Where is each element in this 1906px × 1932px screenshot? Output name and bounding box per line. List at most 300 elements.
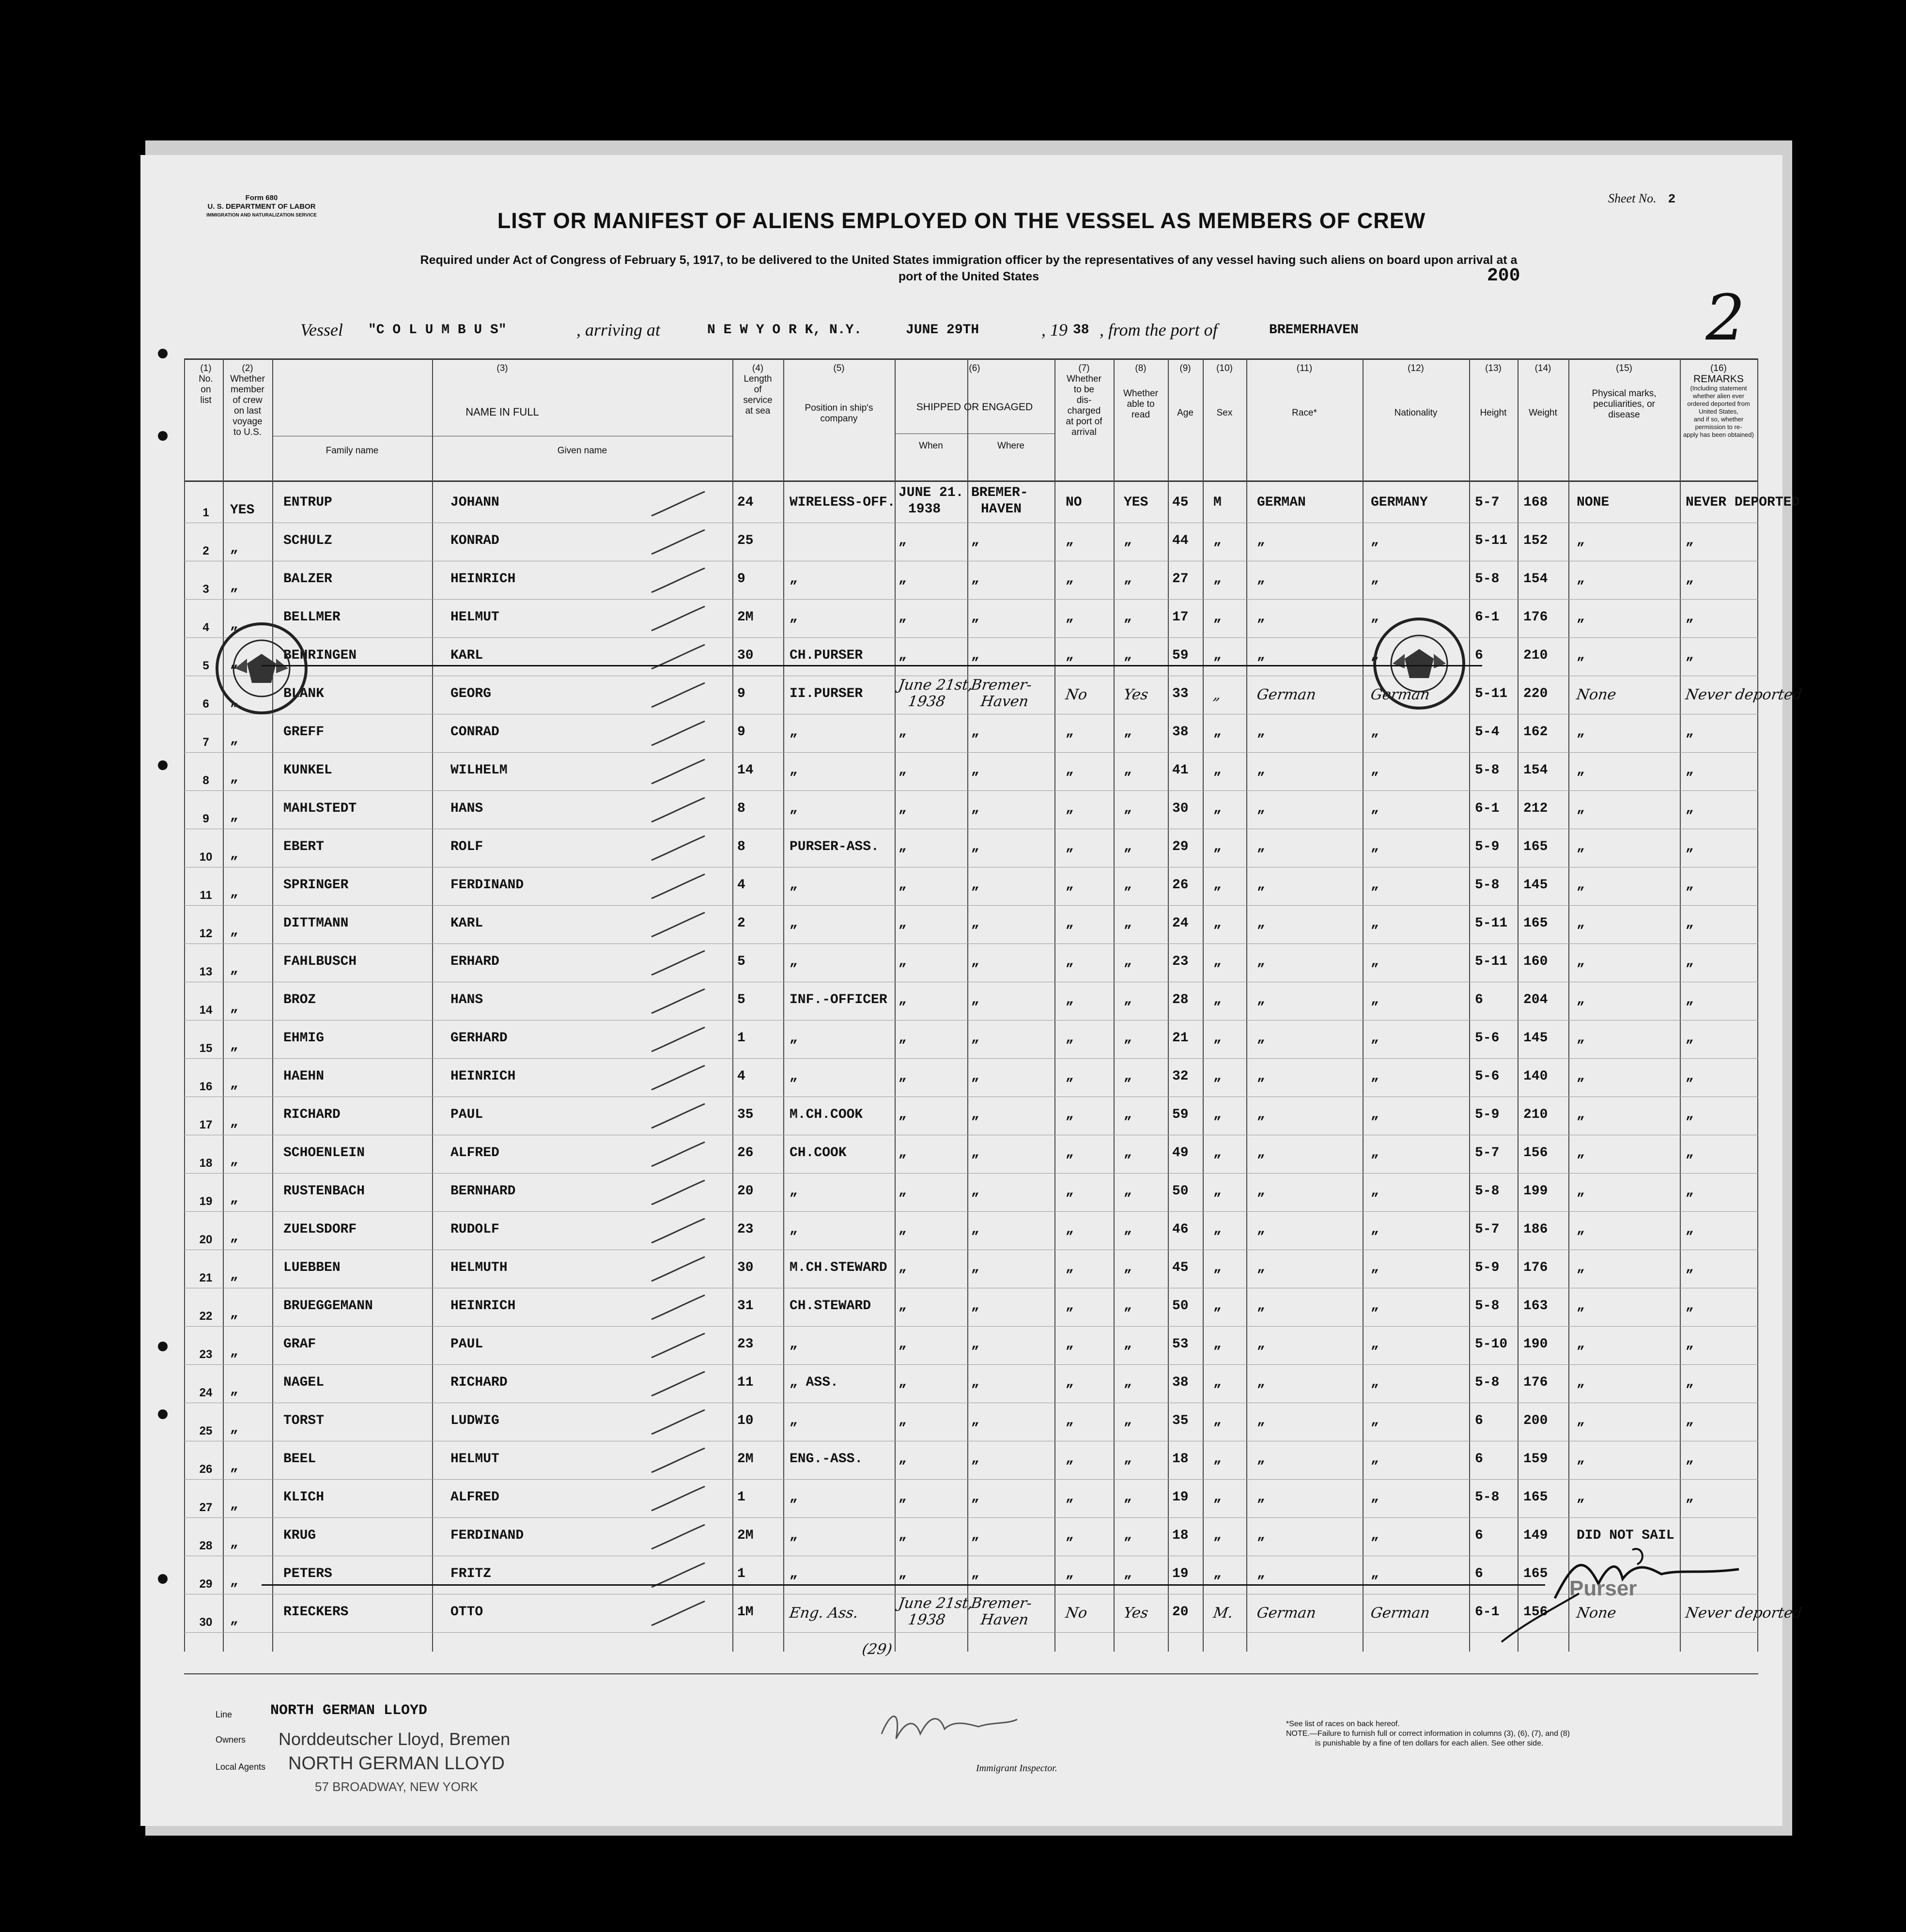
cell-sex: „ xyxy=(1213,1413,1222,1428)
cell-read: Yes xyxy=(1122,686,1149,703)
row-divider xyxy=(184,1326,1758,1327)
cell-race: „ xyxy=(1257,839,1265,854)
cell-marks: „ xyxy=(1577,878,1585,893)
cell-given: OTTO xyxy=(450,1605,483,1620)
cell-sex: „ xyxy=(1213,648,1222,663)
cell-when-line2: 1938 xyxy=(907,1611,946,1628)
cell-weight: 152 xyxy=(1523,533,1548,548)
cell-when: „ xyxy=(899,1184,907,1199)
table-column-line xyxy=(783,358,784,1652)
cell-read: „ xyxy=(1124,1375,1132,1390)
cell-where: „ xyxy=(971,533,979,548)
cell-family: GRAF xyxy=(283,1337,316,1352)
sheet-number-label: Sheet No. xyxy=(1608,191,1657,205)
cell-read: „ xyxy=(1124,1413,1132,1428)
cell-sex: „ xyxy=(1213,1528,1222,1543)
table-column-line xyxy=(1168,358,1169,1652)
cell-remarks: „ xyxy=(1686,1337,1694,1352)
cell-discharge: „ xyxy=(1066,1260,1074,1275)
cell-when: June 21st, xyxy=(897,1595,974,1612)
cell-read: „ xyxy=(1124,839,1132,854)
cell-race: „ xyxy=(1257,1222,1265,1237)
cell-remarks: Never deported xyxy=(1684,1605,1803,1622)
cell-discharge: „ xyxy=(1066,648,1074,663)
cell-sex: „ xyxy=(1213,1031,1222,1046)
header-given-name: Given name xyxy=(557,446,607,456)
cell-height: 5-11 xyxy=(1475,533,1508,548)
sheet-number-value: 2 xyxy=(1668,192,1676,206)
header-prior-voyage: (2) Whether member of crew on last voyage to U.S. xyxy=(230,363,265,437)
header-service-length: (4) Length of service at sea xyxy=(743,363,773,416)
cell-sex: „ xyxy=(1213,763,1222,778)
row-number: 24 xyxy=(199,1386,213,1399)
cell-where: „ xyxy=(971,1145,979,1160)
check-mark-icon xyxy=(649,489,707,518)
cell-sex: M. xyxy=(1212,1605,1234,1622)
row-number: 6 xyxy=(202,697,209,711)
cell-family: TORST xyxy=(283,1413,325,1428)
check-mark-icon xyxy=(649,642,707,671)
cell-when: „ xyxy=(899,1337,907,1352)
cell-prior: „ xyxy=(230,847,238,862)
cell-discharge: NO xyxy=(1066,495,1082,510)
cell-marks: „ xyxy=(1577,533,1585,548)
cell-prior: „ xyxy=(230,1153,238,1168)
cell-prior: „ xyxy=(230,1038,238,1053)
cell-discharge: „ xyxy=(1066,533,1074,548)
handwritten-sheet-number: 2 xyxy=(1698,281,1752,355)
cell-service: 9 xyxy=(737,686,745,701)
cell-when: „ xyxy=(899,1452,907,1467)
cell-weight: 163 xyxy=(1523,1298,1548,1314)
cell-given: HELMUTH xyxy=(450,1260,508,1275)
cell-when: „ xyxy=(899,839,907,854)
check-mark-icon xyxy=(649,1369,707,1398)
cell-remarks: „ xyxy=(1686,648,1694,663)
cell-service: 20 xyxy=(737,1184,754,1199)
cell-service: 31 xyxy=(737,1298,754,1314)
cell-race: „ xyxy=(1257,1107,1265,1122)
strike-row-5 xyxy=(262,665,1482,666)
cell-race: „ xyxy=(1257,1069,1265,1084)
check-mark-icon xyxy=(649,1599,707,1628)
cell-weight: 176 xyxy=(1523,1375,1548,1390)
table-column-line xyxy=(1568,358,1569,1652)
cell-service: 1 xyxy=(737,1031,745,1046)
cell-weight: 212 xyxy=(1523,801,1548,816)
cell-where: „ xyxy=(971,1069,979,1084)
table-column-line xyxy=(1246,358,1247,1652)
cell-given: HEINRICH xyxy=(450,572,516,587)
cell-marks: NONE xyxy=(1577,495,1610,510)
cell-when: „ xyxy=(899,1031,907,1046)
row-number: 17 xyxy=(199,1118,213,1131)
cell-height: 5-8 xyxy=(1475,1184,1500,1199)
check-mark-icon xyxy=(649,1101,707,1130)
cell-remarks: „ xyxy=(1686,1031,1694,1046)
manifest-sheet xyxy=(140,155,1803,1826)
cell-prior: „ xyxy=(230,541,238,556)
cell-nationality: German xyxy=(1369,1605,1431,1622)
cell-where: Bremer- xyxy=(970,1595,1033,1612)
cell-where: „ xyxy=(971,725,979,740)
cell-weight: 149 xyxy=(1523,1528,1548,1543)
cell-race: „ xyxy=(1257,1184,1265,1199)
cell-race: „ xyxy=(1257,763,1265,778)
cell-weight: 200 xyxy=(1523,1413,1548,1428)
row-number: 5 xyxy=(202,659,209,672)
cell-family: DITTMANN xyxy=(283,916,349,931)
cell-nationality: „ xyxy=(1371,839,1379,854)
table-column-line xyxy=(1518,358,1519,1652)
cell-position: „ xyxy=(790,1413,798,1428)
cell-weight: 154 xyxy=(1523,763,1548,778)
cell-marks: „ xyxy=(1577,1413,1585,1428)
cell-given: RUDOLF xyxy=(450,1222,499,1237)
cell-marks: „ xyxy=(1577,610,1585,625)
cell-family: RIECKERS xyxy=(283,1605,349,1620)
cell-sex: „ xyxy=(1213,1222,1222,1237)
form-service: IMMIGRATION AND NATURALIZATION SERVICE xyxy=(206,213,317,218)
subtitle-line-2: port of the United States xyxy=(898,270,1039,283)
cell-discharge: „ xyxy=(1066,725,1074,740)
cell-sex: „ xyxy=(1213,1260,1222,1275)
cell-where-line2: Haven xyxy=(979,693,1030,710)
cell-race: „ xyxy=(1257,1413,1265,1428)
cell-where: BREMER- xyxy=(971,485,1028,500)
cell-remarks: „ xyxy=(1686,763,1694,778)
cell-given: ROLF xyxy=(450,839,483,854)
cell-position: „ xyxy=(790,610,798,625)
check-mark-icon xyxy=(649,1254,707,1283)
cell-marks: „ xyxy=(1577,992,1585,1007)
cell-height: 6 xyxy=(1475,1452,1483,1467)
cell-weight: 156 xyxy=(1523,1145,1548,1160)
cell-family: NAGEL xyxy=(283,1375,325,1390)
cell-race: „ xyxy=(1257,954,1265,969)
footer-inspector-label: Immigrant Inspector. xyxy=(976,1763,1057,1774)
cell-race: „ xyxy=(1257,610,1265,625)
cell-sex: „ xyxy=(1213,992,1222,1007)
header-when: When xyxy=(919,441,943,451)
cell-given: HELMUT xyxy=(450,610,499,625)
cell-prior: „ xyxy=(230,1345,238,1360)
cell-given: GEORG xyxy=(450,686,492,701)
cell-service: 9 xyxy=(737,572,745,587)
check-mark-icon xyxy=(649,1446,707,1475)
cell-nationality: „ xyxy=(1371,1107,1379,1122)
cell-family: BROZ xyxy=(283,992,316,1007)
cell-prior: „ xyxy=(230,1306,238,1321)
check-mark-icon xyxy=(649,834,707,863)
cell-when: „ xyxy=(899,1145,907,1160)
cell-where: „ xyxy=(971,1452,979,1467)
cell-discharge: „ xyxy=(1066,1107,1074,1122)
row-number: 21 xyxy=(199,1271,213,1284)
arriving-label: , arriving at xyxy=(576,320,661,340)
table-column-line xyxy=(1757,358,1758,1652)
cell-prior: YES xyxy=(230,503,255,518)
cell-prior: „ xyxy=(230,579,238,594)
cell-position: II.PURSER xyxy=(790,686,863,701)
footer-agents-label: Local Agents xyxy=(216,1762,266,1772)
cell-discharge: „ xyxy=(1066,1145,1074,1160)
cell-prior: „ xyxy=(230,1230,238,1245)
cell-prior: „ xyxy=(230,1077,238,1092)
binder-hole xyxy=(158,760,168,770)
header-subrule xyxy=(895,433,1054,434)
binder-hole xyxy=(158,1342,168,1351)
cell-nationality: „ xyxy=(1371,1490,1379,1505)
cell-height: 5-9 xyxy=(1475,1107,1500,1122)
cell-given: PAUL xyxy=(450,1337,483,1352)
cell-remarks: „ xyxy=(1686,839,1694,854)
cell-given: HEINRICH xyxy=(450,1298,516,1314)
row-number: 1 xyxy=(202,506,209,519)
cell-prior: „ xyxy=(230,1498,238,1513)
cell-where-line2: HAVEN xyxy=(981,502,1022,517)
cell-nationality: „ xyxy=(1371,1298,1379,1314)
cell-where: „ xyxy=(971,1490,979,1505)
row-number: 10 xyxy=(199,850,213,864)
row-number: 29 xyxy=(199,1577,213,1591)
cell-marks: „ xyxy=(1577,763,1585,778)
row-number: 18 xyxy=(199,1157,213,1170)
row-number: 23 xyxy=(199,1348,213,1361)
cell-prior: „ xyxy=(230,656,238,671)
check-mark-icon xyxy=(649,1025,707,1054)
cell-given: HANS xyxy=(450,992,483,1007)
row-number: 7 xyxy=(202,736,209,749)
cell-height: 5-8 xyxy=(1475,878,1500,893)
binder-hole xyxy=(158,431,168,441)
cell-when: „ xyxy=(899,801,907,816)
cell-read: „ xyxy=(1124,1452,1132,1467)
cell-weight: 162 xyxy=(1523,725,1548,740)
cell-race: „ xyxy=(1257,1566,1265,1581)
cell-sex: „ xyxy=(1213,839,1222,854)
footer-owners: Norddeutscher Lloyd, Bremen xyxy=(279,1729,511,1749)
footer-note-3: is punishable by a fine of ten dollars for each alien. See other side. xyxy=(1315,1739,1544,1747)
cell-given: FRITZ xyxy=(450,1566,492,1581)
form-dept: U. S. DEPARTMENT OF LABOR xyxy=(207,202,316,211)
cell-race: „ xyxy=(1257,725,1265,740)
consulate-stamp-right xyxy=(1371,615,1468,712)
cell-age: 24 xyxy=(1172,916,1189,931)
cell-discharge: „ xyxy=(1066,878,1074,893)
cell-when: JUNE 21. xyxy=(899,485,964,500)
cell-sex: „ xyxy=(1213,954,1222,969)
cell-marks: „ xyxy=(1577,1260,1585,1275)
header-age: (9) Age xyxy=(1177,363,1193,418)
cell-marks: „ xyxy=(1577,1337,1585,1352)
cell-height: 5-11 xyxy=(1475,686,1508,701)
cell-read: „ xyxy=(1124,572,1132,587)
cell-weight: 186 xyxy=(1523,1222,1548,1237)
cell-given: KONRAD xyxy=(450,533,499,548)
cell-nationality: „ xyxy=(1371,1222,1379,1237)
cell-given: FERDINAND xyxy=(450,878,524,893)
cell-age: 18 xyxy=(1172,1528,1189,1543)
cell-age: 20 xyxy=(1172,1605,1189,1620)
cell-age: 21 xyxy=(1172,1031,1189,1046)
row-number: 30 xyxy=(199,1616,213,1629)
departure-port: BREMERHAVEN xyxy=(1269,323,1359,338)
cell-remarks: „ xyxy=(1686,1413,1694,1428)
cell-remarks: „ xyxy=(1686,533,1694,548)
arrival-port: N E W Y O R K, N.Y. xyxy=(707,323,862,338)
cell-where: „ xyxy=(971,1337,979,1352)
row-divider xyxy=(184,1058,1758,1059)
cell-discharge: No xyxy=(1064,686,1088,703)
from-label: , from the port of xyxy=(1100,320,1218,340)
cell-discharge: „ xyxy=(1066,1566,1074,1581)
cell-age: 59 xyxy=(1172,648,1189,663)
cell-family: ZUELSDORF xyxy=(283,1222,357,1237)
check-mark-icon xyxy=(649,1063,707,1092)
cell-height: 5-9 xyxy=(1475,839,1500,854)
cell-position: Eng. Ass. xyxy=(788,1605,859,1622)
cell-marks: „ xyxy=(1577,916,1585,931)
cell-age: 46 xyxy=(1172,1222,1189,1237)
table-column-line xyxy=(272,358,273,1652)
cell-discharge: „ xyxy=(1066,916,1074,931)
cell-service: 1 xyxy=(737,1490,745,1505)
cell-service: 2M xyxy=(737,1452,754,1467)
cell-family: KLICH xyxy=(283,1490,325,1505)
cell-remarks: „ xyxy=(1686,1184,1694,1199)
cell-position: M.CH.STEWARD xyxy=(790,1260,887,1275)
cell-given: ALFRED xyxy=(450,1145,499,1160)
cell-read: „ xyxy=(1124,1145,1132,1160)
cell-read: „ xyxy=(1124,1337,1132,1352)
cell-height: 5-8 xyxy=(1475,763,1500,778)
table-column-line xyxy=(184,358,185,1652)
cell-discharge: „ xyxy=(1066,1375,1074,1390)
cell-remarks: „ xyxy=(1686,725,1694,740)
cell-sex: „ xyxy=(1213,725,1222,740)
row-number: 4 xyxy=(202,621,209,634)
cell-where: „ xyxy=(971,992,979,1007)
cell-where: Bremer- xyxy=(970,677,1033,694)
cell-where: „ xyxy=(971,1260,979,1275)
cell-family: BEHRINGEN xyxy=(283,648,357,663)
cell-read: „ xyxy=(1124,1566,1132,1581)
cell-race: „ xyxy=(1257,1490,1265,1505)
cell-weight: 165 xyxy=(1523,1566,1548,1581)
check-mark-icon xyxy=(649,566,707,595)
cell-position: INF.-OFFICER xyxy=(790,992,887,1007)
check-mark-icon xyxy=(649,1407,707,1437)
cell-service: 35 xyxy=(737,1107,754,1122)
cell-read: „ xyxy=(1124,533,1132,548)
cell-read: „ xyxy=(1124,992,1132,1007)
cell-read: „ xyxy=(1124,878,1132,893)
cell-race: German xyxy=(1255,686,1317,703)
cell-weight: 165 xyxy=(1523,916,1548,931)
cell-position: „ xyxy=(790,1528,798,1543)
cell-prior: „ xyxy=(230,809,238,824)
cell-service: 2M xyxy=(737,1528,754,1543)
header-weight: (14) Weight xyxy=(1529,363,1557,418)
cell-sex: „ xyxy=(1213,533,1222,548)
cell-height: 6-1 xyxy=(1475,801,1500,816)
cell-height: 5-7 xyxy=(1475,495,1500,510)
cell-position: „ xyxy=(790,916,798,931)
cell-position: „ xyxy=(790,801,798,816)
cell-where: „ xyxy=(971,954,979,969)
cell-service: 5 xyxy=(737,992,745,1007)
check-mark-icon xyxy=(649,719,707,748)
cell-nationality: „ xyxy=(1371,992,1379,1007)
cell-nationality: „ xyxy=(1371,648,1379,663)
cell-age: 28 xyxy=(1172,992,1189,1007)
cell-sex: „ xyxy=(1212,686,1223,703)
arrival-year: 38 xyxy=(1073,323,1089,338)
purser-label: Purser xyxy=(1569,1577,1637,1600)
cell-position: WIRELESS-OFF. xyxy=(790,495,896,510)
check-mark-icon xyxy=(649,680,707,710)
row-number: 22 xyxy=(199,1310,213,1323)
cell-position: „ xyxy=(790,1222,798,1237)
cell-discharge: „ xyxy=(1066,954,1074,969)
cell-remarks: „ xyxy=(1686,878,1694,893)
header-name-title: NAME IN FULL xyxy=(465,406,539,418)
cell-age: 45 xyxy=(1172,1260,1189,1275)
cell-where-line2: Haven xyxy=(979,1611,1030,1628)
row-divider xyxy=(184,1173,1758,1174)
cell-age: 38 xyxy=(1172,725,1189,740)
inspector-signature xyxy=(872,1700,1027,1753)
cell-discharge: „ xyxy=(1066,1184,1074,1199)
cell-age: 41 xyxy=(1172,763,1189,778)
row-divider xyxy=(184,752,1758,753)
cell-age: 29 xyxy=(1172,839,1189,854)
cell-read: „ xyxy=(1124,1184,1132,1199)
cell-prior: „ xyxy=(230,1191,238,1206)
cell-where: „ xyxy=(971,1031,979,1046)
cell-race: „ xyxy=(1257,572,1265,587)
cell-weight: 176 xyxy=(1523,1260,1548,1275)
row-number: 26 xyxy=(199,1463,213,1476)
cell-read: „ xyxy=(1124,1528,1132,1543)
cell-age: 19 xyxy=(1172,1490,1189,1505)
row-divider xyxy=(184,637,1758,638)
cell-age: 23 xyxy=(1172,954,1189,969)
cell-height: 5-8 xyxy=(1475,1298,1500,1314)
cell-age: 50 xyxy=(1172,1184,1189,1199)
cell-family: PETERS xyxy=(283,1566,332,1581)
cell-when-line2: 1938 xyxy=(907,693,946,710)
cell-weight: 165 xyxy=(1523,839,1548,854)
row-divider xyxy=(184,599,1758,600)
cell-prior: „ xyxy=(230,1459,238,1474)
cell-sex: „ xyxy=(1213,801,1222,816)
cell-race: „ xyxy=(1257,1528,1265,1543)
cell-family: FAHLBUSCH xyxy=(283,954,357,969)
cell-read: „ xyxy=(1124,1298,1132,1314)
cell-position: CH.PURSER xyxy=(790,648,863,663)
header-race: (11) Race* xyxy=(1292,363,1317,418)
row-number: 19 xyxy=(199,1195,213,1208)
cell-race: „ xyxy=(1257,1145,1265,1160)
row-number: 12 xyxy=(199,927,213,940)
cell-service: 4 xyxy=(737,878,745,893)
cell-remarks: NEVER DEPORTED xyxy=(1686,495,1800,510)
cell-discharge: „ xyxy=(1066,572,1074,587)
cell-age: 30 xyxy=(1172,801,1189,816)
cell-position: „ xyxy=(790,1337,798,1352)
